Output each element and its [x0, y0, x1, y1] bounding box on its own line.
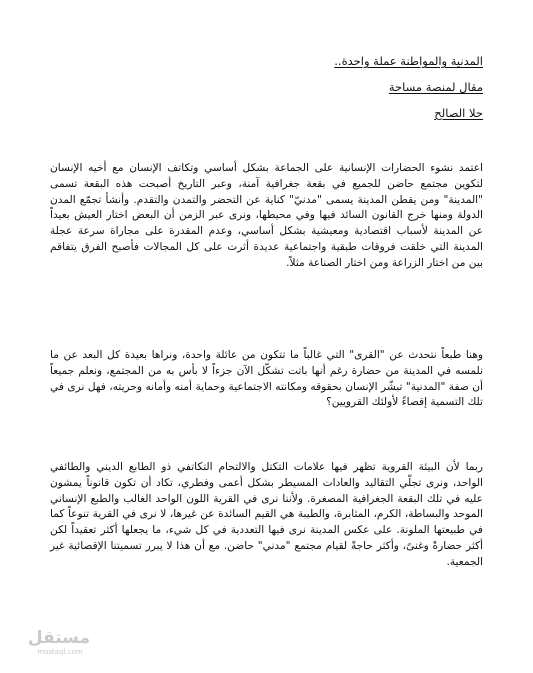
article-subtitle: مقال لمنصة مساحة [388, 80, 483, 94]
watermark-url: mostaql.com [37, 648, 83, 656]
paragraph-1: اعتمد نشوء الحضارات الإنسانية على الجماعة بشكل أساسي وتكاتف الإنسان مع أخيه الإنسان لتكوين مجتمع حاضن للجميع في بقعة جغرافية آمنة، وعبر التاريخ أصبحت هذه البقعة تسمى "المدينة" ومن يقطن المدينة يسمى "مدنيّ" كناية عن التحضر والتمدن والتقدم. وأنشأ تجمّع المدن الدولة ومنها خرج القانون السائد فيها وفي محيطها، ونرى عبر الزمن أن البعض اختار العيش بعيداً عن المدينة لأسباب اقتصادية ومعيشية بشكل أساسي، وعدم المقدرة على مجاراة سرعة عجلة المدينة التي خلقت فروقات طبقية واجتماعية عديدة أثرت على كل المجالات فأصبح الفرق يتفاقم بين من اختار الزراعة ومن اختار الصناعة مثلاً. [50, 162, 483, 269]
watermark-logo: مستقل [27, 628, 90, 648]
mostaql-watermark [27, 628, 90, 657]
author-name: حلا الصالح [434, 106, 483, 120]
paragraph-2: وهنا طبعاً نتحدث عن "القرى" التي غالباً ما تتكون من عائلة واحدة، ونراها بعيدة كل البعد عن ما نلمسه في المدينة من حضارة رغم أنها باتت تشكّل الآن جزءاً لا بأس به من المجتمع، ونعلم جميعاً أن صفة "المدنية" تبشّر الإنسان بحقوقه ومكانته الاجتماعية وحماية أمنه وأمانه وحريته، فهل نرى في تلك التسمية إقصاءً لأولئك القرويين؟ [50, 349, 483, 409]
article-title: المدنية والمواطنة عملة واحدة.. [334, 54, 483, 68]
paragraph-3: ربما لأن البيئة القروية تظهر فيها علامات التكتل والالتحام التكاتفي ذو الطابع الديني والطائفي الواحد، ونرى تجلّي التقاليد والعادات المسيطر بشكل أعمى وفطري، تكاد أن تكون قانوناً يمشون عليه في تلك البقعة الجغرافية المصغرة. ولأننا نرى في القرية اللون الواحد الغالب والطبع الإنساني الموحد والبساطة، الكرم، المثابرة، والطيبة هي القيم السائدة عن غيرها، لا نرى في القرية تنوعاً كما في طبيعتها الملونة. على عكس المدينة نرى فيها التعددية في كل شيء، ما يجعلها أكثر تعقيداً لكن أكثر حضارةً وغنىً، وأكثر حاجةً لقيام مجتمع "مدني" حاضن. مع أن هذا لا يبرر تسميتنا الإقصائية غير الجمعية. [50, 461, 483, 568]
